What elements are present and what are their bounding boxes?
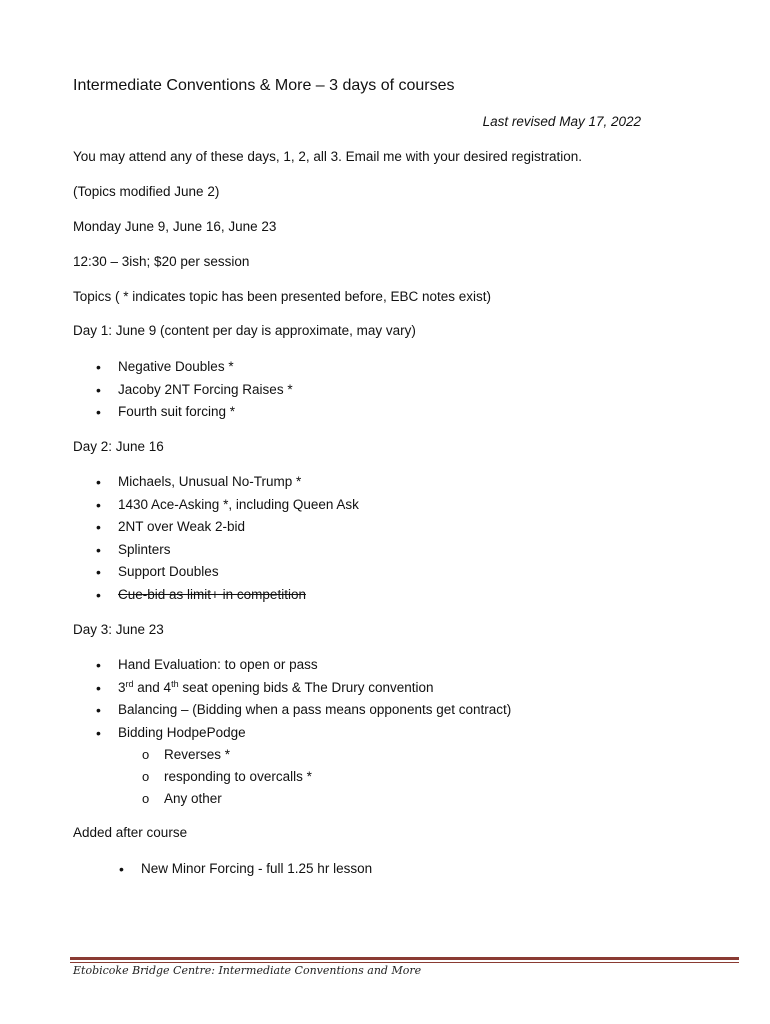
day3-topic-list bbox=[118, 654, 511, 810]
list-item: • Fourth suit forcing * bbox=[118, 401, 293, 424]
document-title: Intermediate Conventions & More – 3 days of courses bbox=[73, 77, 455, 94]
topics-legend: Topics ( * indicates topic has been presented before, EBC notes exist) bbox=[73, 289, 491, 304]
day1-topic-list bbox=[118, 356, 293, 424]
item-text: and 4 bbox=[133, 679, 172, 695]
sub-list-item: o responding to overcalls * bbox=[164, 766, 511, 788]
added-topic-list bbox=[141, 858, 372, 881]
list-item: • 2NT over Weak 2-bid bbox=[118, 516, 359, 539]
hodgepodge-sublist bbox=[164, 744, 511, 810]
list-item: • Balancing – (Bidding when a pass means opponents get contract) bbox=[118, 699, 511, 722]
list-item-struck: • Cue-bid as limit+ in competition bbox=[118, 584, 359, 607]
page-footer: Etobicoke Bridge Centre: Intermediate Conventions and More bbox=[73, 964, 422, 977]
day2-topic-list bbox=[118, 471, 359, 606]
superscript: rd bbox=[125, 678, 134, 689]
list-item: • Hand Evaluation: to open or pass bbox=[118, 654, 511, 677]
list-item bbox=[118, 677, 511, 700]
list-item: • New Minor Forcing - full 1.25 hr lesson bbox=[141, 858, 372, 881]
list-item: • Splinters bbox=[118, 539, 359, 562]
time-and-price: 12:30 – 3ish; $20 per session bbox=[73, 254, 250, 269]
added-heading: Added after course bbox=[73, 825, 188, 840]
intro-paragraph: You may attend any of these days, 1, 2, all 3. Email me with your desired registration. bbox=[73, 149, 583, 164]
last-revised-date: Last revised May 17, 2022 bbox=[482, 114, 641, 129]
footer-rule bbox=[70, 957, 739, 960]
day3-heading: Day 3: June 23 bbox=[73, 622, 164, 637]
sub-list-item: o Reverses * bbox=[164, 744, 511, 766]
sub-list-item: o Any other bbox=[164, 788, 511, 810]
day1-heading: Day 1: June 9 (content per day is approximate, may vary) bbox=[73, 323, 416, 338]
footer-rule-thin bbox=[70, 962, 739, 963]
item-text: seat opening bids & The Drury convention bbox=[178, 679, 434, 695]
topics-modified-note: (Topics modified June 2) bbox=[73, 184, 220, 199]
list-item: • Negative Doubles * bbox=[118, 356, 293, 379]
item-text: 3 bbox=[118, 679, 126, 695]
course-dates: Monday June 9, June 16, June 23 bbox=[73, 219, 277, 234]
list-item: • Support Doubles bbox=[118, 561, 359, 584]
item-text: Bidding HodpePodge bbox=[118, 724, 246, 740]
superscript: th bbox=[171, 678, 179, 689]
list-item: • Jacoby 2NT Forcing Raises * bbox=[118, 379, 293, 402]
list-item: • 1430 Ace-Asking *, including Queen Ask bbox=[118, 494, 359, 517]
day2-heading: Day 2: June 16 bbox=[73, 439, 164, 454]
list-item bbox=[118, 722, 511, 811]
list-item: • Michaels, Unusual No-Trump * bbox=[118, 471, 359, 494]
